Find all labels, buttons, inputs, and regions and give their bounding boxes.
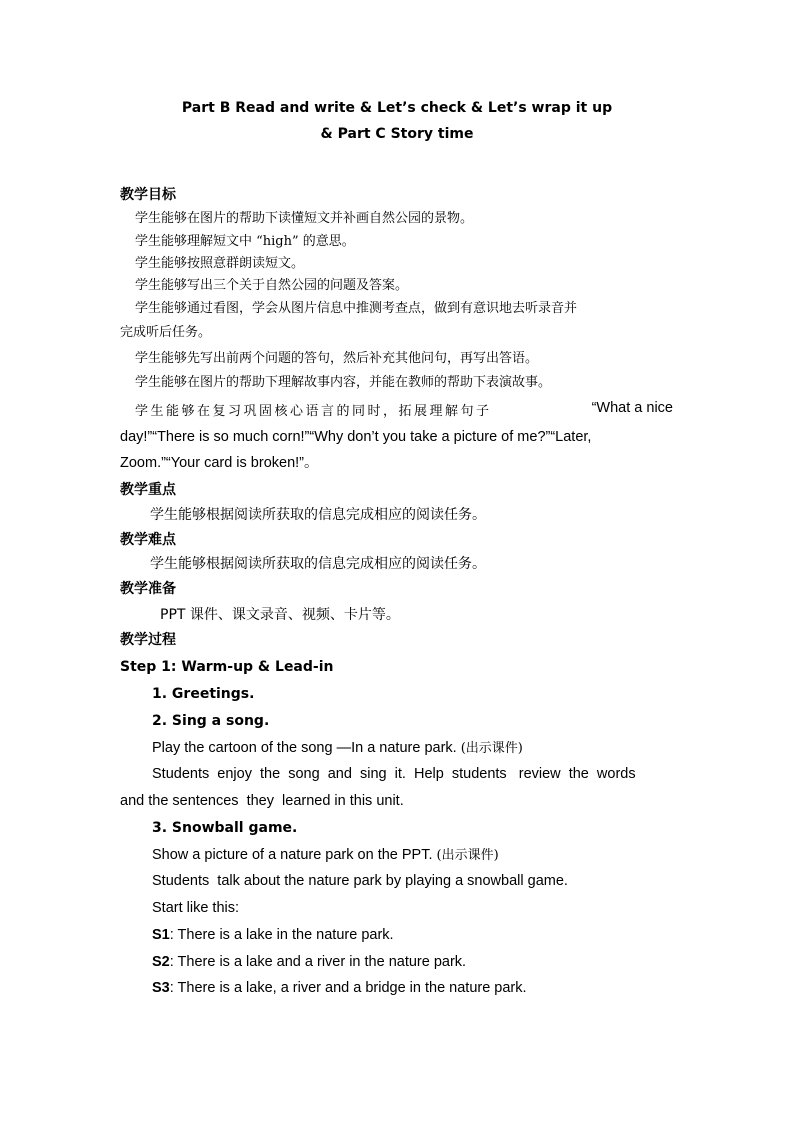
dialogue-s2-text: : There is a lake and a river in the nature park. bbox=[169, 954, 467, 970]
sing-song-line-1-text: Play the cartoon of the song —In a nature park. bbox=[152, 740, 461, 756]
step-1-title: Step 1: Warm-up & Lead-in bbox=[120, 659, 334, 675]
objective-item-3: 学生能够按照意群朗读短文。 bbox=[135, 256, 305, 271]
dialogue-s1 bbox=[152, 925, 394, 945]
snowball-line-1-text: Show a picture of a nature park on the PPT. bbox=[152, 847, 437, 863]
step-1-item-greetings: 1. Greetings. bbox=[152, 686, 255, 702]
snowball-line-2: Students talk about the nature park by playing a snowball game. bbox=[152, 873, 568, 889]
dialogue-s3-label: S3 bbox=[152, 980, 170, 996]
step-1-item-snowball-game: 3. Snowball game. bbox=[152, 820, 298, 836]
objective-item-7: 学生能够在图片的帮助下理解故事内容，并能在教师的帮助下表演故事。 bbox=[135, 375, 552, 390]
objectives-heading: 教学目标 bbox=[120, 187, 176, 203]
objective-item-1: 学生能够在图片的帮助下读懂短文并补画自然公园的景物。 bbox=[135, 211, 474, 226]
document-title-line-2: & Part C Story time bbox=[320, 126, 474, 142]
snowball-line-3: Start like this: bbox=[152, 900, 240, 916]
objective-item-5: 学生能够通过看图，学会从图片信息中推测考查点，做到有意识地去听录音并 bbox=[135, 301, 578, 316]
dialogue-s2-label: S2 bbox=[152, 954, 170, 970]
sing-song-line-2: Students enjoy the song and sing it. Help students review the words bbox=[152, 766, 636, 782]
dialogue-s1-label: S1 bbox=[152, 927, 170, 943]
key-points-heading: 教学重点 bbox=[120, 482, 176, 498]
preparation-heading: 教学准备 bbox=[120, 581, 176, 597]
objective-item-2: 学生能够理解短文中 “high” 的意思。 bbox=[135, 234, 355, 249]
objective-item-8-en: “What a nice bbox=[591, 400, 673, 416]
dialogue-s2 bbox=[152, 952, 466, 972]
objective-item-8-line-2: day!”“There is so much corn!”“Why don’t you take a picture of me?”“Later, bbox=[120, 429, 592, 445]
objective-item-5-cont: 完成听后任务。 bbox=[120, 325, 212, 340]
objective-item-8-cn: 学生能够在复习巩固核心语言的同时，拓展理解句子 bbox=[135, 404, 492, 419]
objective-item-8-line-3: Zoom.”“Your card is broken!”。 bbox=[120, 455, 319, 471]
objective-item-8-line-1 bbox=[120, 400, 673, 419]
snowball-line-1 bbox=[152, 845, 499, 866]
snowball-line-1-note: (出示课件) bbox=[436, 848, 499, 863]
dialogue-s3-text: : There is a lake, a river and a bridge in the nature park. bbox=[169, 980, 527, 996]
difficult-points-heading: 教学难点 bbox=[120, 532, 176, 548]
process-heading: 教学过程 bbox=[120, 632, 176, 648]
difficult-points-text: 学生能够根据阅读所获取的信息完成相应的阅读任务。 bbox=[150, 556, 486, 572]
dialogue-s1-text: : There is a lake in the nature park. bbox=[169, 927, 394, 943]
objective-item-4: 学生能够写出三个关于自然公园的问题及答案。 bbox=[135, 278, 409, 293]
document-title-line-1: Part B Read and write & Let’s check & Let’s wrap it up bbox=[181, 100, 613, 116]
dialogue-s3 bbox=[152, 978, 527, 998]
key-points-text: 学生能够根据阅读所获取的信息完成相应的阅读任务。 bbox=[150, 507, 486, 523]
sing-song-line-3: and the sentences they learned in this unit. bbox=[120, 793, 404, 809]
objective-item-6: 学生能够先写出前两个问题的答句，然后补充其他问句，再写出答语。 bbox=[135, 351, 539, 366]
step-1-item-sing-song: 2. Sing a song. bbox=[152, 713, 270, 729]
preparation-text: PPT 课件、课文录音、视频、卡片等。 bbox=[160, 607, 400, 623]
sing-song-line-1-note: (出示课件) bbox=[460, 741, 523, 756]
sing-song-line-1 bbox=[152, 738, 523, 759]
